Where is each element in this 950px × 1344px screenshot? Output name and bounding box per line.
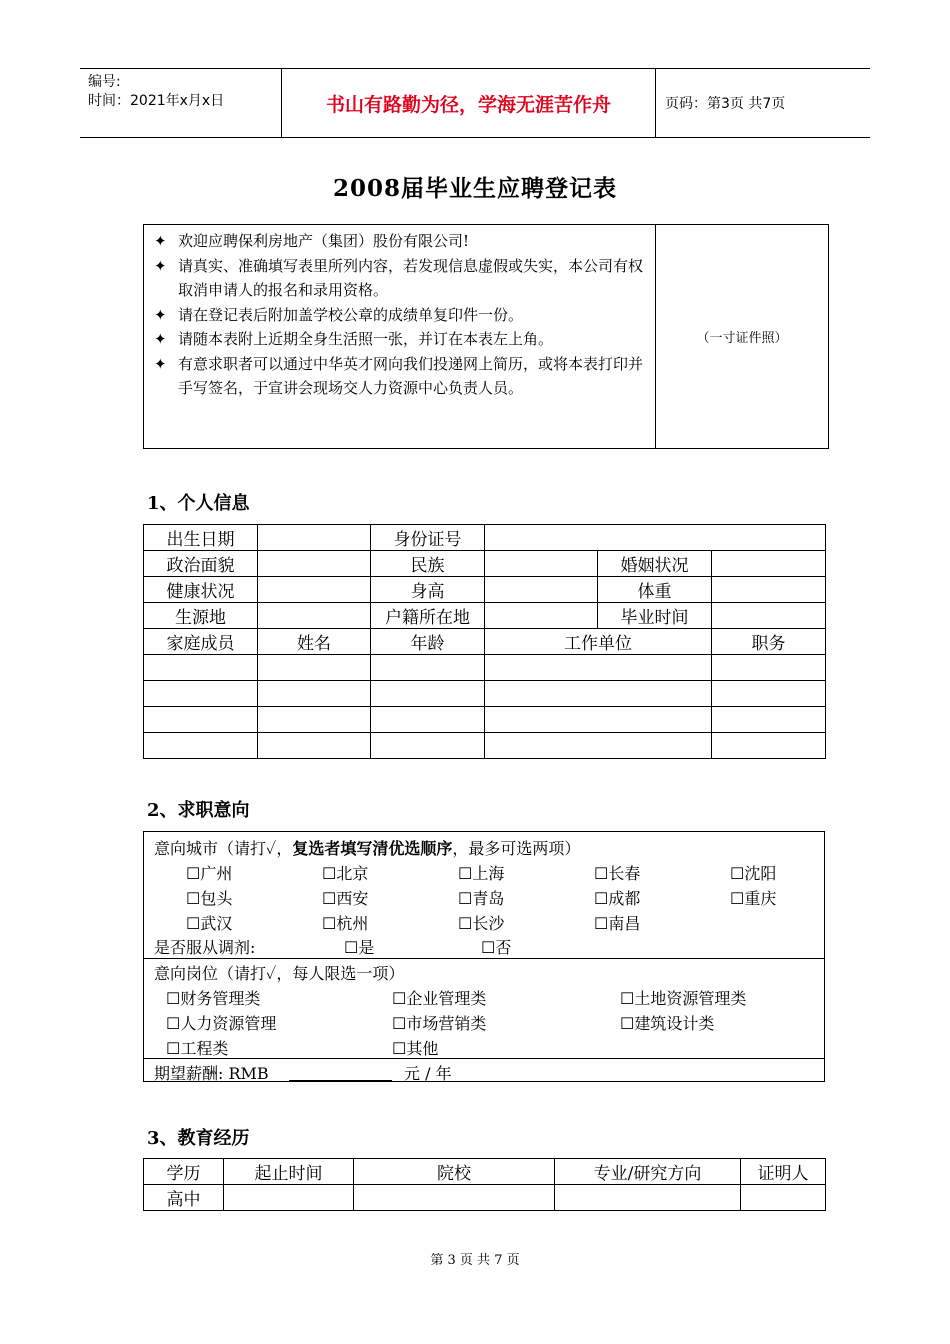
field-id-number[interactable] [485,525,826,551]
checkbox-icon: ☐ [186,864,201,883]
checkbox-icon: ☐ [730,889,745,908]
checkbox-icon: ☐ [322,889,337,908]
checkbox-icon: ☐ [458,864,473,883]
checkbox-icon: ☐ [458,889,473,908]
notice-item [154,254,649,303]
field-health[interactable] [258,577,371,603]
notice-item [154,327,649,352]
family-cell[interactable] [712,707,826,733]
checkbox-icon: ☐ [594,864,609,883]
city-label: 武汉 [200,914,233,933]
city-label: 长春 [608,864,641,883]
document-title: 2008届毕业生应聘登记表 [332,175,617,202]
family-header-name: 姓名 [258,629,371,655]
position-checkbox[interactable] [166,1011,276,1034]
checkbox-icon: ☐ [166,989,181,1008]
label-height: 身高 [371,577,485,603]
checkbox-icon: ☐ [166,1039,181,1058]
checkbox-icon: ☐ [166,1014,181,1033]
position-prompt: 意向岗位（请打✓，每人限选一项） [154,964,405,983]
divider [144,1058,824,1059]
city-label: 包头 [200,889,233,908]
adjust-yes-checkbox[interactable] [344,935,374,958]
city-label: 杭州 [336,914,369,933]
job-intent-box [143,831,825,1082]
family-cell[interactable] [371,733,485,759]
label-hukou: 户籍所在地 [371,603,485,629]
edu-degree-highschool: 高中 [144,1185,224,1211]
city-checkbox[interactable] [458,861,504,884]
label-ethnicity: 民族 [371,551,485,577]
city-label: 上海 [472,864,505,883]
section-education-title: 3、教育经历 [147,1128,250,1149]
city-label: 广州 [200,864,233,883]
label-marital-status: 婚姻状况 [598,551,712,577]
family-cell[interactable] [371,707,485,733]
label-weight: 体重 [598,577,712,603]
field-graduation-time[interactable] [712,603,826,629]
label-graduation-time: 毕业时间 [598,603,712,629]
salary-input[interactable] [289,1061,392,1081]
city-checkbox[interactable] [594,886,640,909]
city-label: 北京 [336,864,369,883]
label-birth-date: 出生日期 [144,525,258,551]
header-page-info: 页码：第3页 共7页 [665,96,786,112]
family-row [144,681,826,707]
family-row [144,733,826,759]
position-checkbox[interactable] [620,1011,714,1034]
field-political-status[interactable] [258,551,371,577]
bullet-star-icon: ✦ [154,232,167,250]
city-checkbox[interactable] [594,911,640,934]
section-job-intent-title: 2、求职意向 [147,800,250,821]
checkbox-icon: ☐ [344,938,359,957]
family-cell[interactable] [485,733,712,759]
adjust-no-checkbox[interactable] [481,935,511,958]
city-checkbox[interactable] [730,861,776,884]
checkbox-icon: ☐ [481,938,496,957]
family-cell[interactable] [371,681,485,707]
family-cell[interactable] [712,733,826,759]
city-label: 沈阳 [744,864,777,883]
edu-cell[interactable] [224,1185,354,1211]
field-height[interactable] [485,577,598,603]
city-checkbox[interactable] [730,886,776,909]
checkbox-icon: ☐ [392,1039,407,1058]
bullet-star-icon: ✦ [154,256,167,275]
checkbox-icon: ☐ [186,914,201,933]
position-checkbox[interactable] [166,986,260,1009]
family-cell[interactable] [485,681,712,707]
serial-label: 编号: [88,74,121,90]
field-weight[interactable] [712,577,826,603]
family-row [144,655,826,681]
position-label: 工程类 [180,1039,229,1058]
position-label: 财务管理类 [180,989,261,1008]
position-checkbox[interactable] [166,1036,228,1059]
city-prompt [154,836,580,859]
adjust-yes-label: 是 [358,938,375,957]
education-row [144,1185,826,1211]
city-checkbox[interactable] [594,861,640,884]
position-checkbox[interactable] [392,1036,438,1059]
photo-placeholder: （一寸证件照） [696,331,788,346]
family-header-employer: 工作单位 [485,629,712,655]
header-motto: 书山有路勤为径，学海无涯苦作舟 [282,69,656,137]
city-checkbox[interactable] [322,861,368,884]
checkbox-icon: ☐ [594,889,609,908]
city-label: 青岛 [472,889,505,908]
family-cell[interactable] [712,655,826,681]
city-label: 成都 [608,889,641,908]
edu-cell[interactable] [354,1185,555,1211]
label-origin: 生源地 [144,603,258,629]
notice-text: 请随本表附上近期全身生活照一张，并订在本表左上角。 [178,330,554,348]
family-cell[interactable] [712,681,826,707]
position-checkbox[interactable] [392,1011,486,1034]
time-label: 时间：2021年x月x日 [88,93,225,109]
city-label: 重庆 [744,889,777,908]
salary-unit: 元 / 年 [404,1064,452,1083]
family-cell[interactable] [485,655,712,681]
personal-info-table [143,524,826,759]
position-label: 人力资源管理 [180,1014,277,1033]
city-checkbox[interactable] [186,911,232,934]
notice-box [143,224,829,449]
adjust-no-label: 否 [495,938,512,957]
checkbox-icon: ☐ [322,914,337,933]
family-cell[interactable] [258,733,371,759]
position-label: 企业管理类 [406,989,487,1008]
field-origin[interactable] [258,603,371,629]
field-marital-status[interactable] [712,551,826,577]
city-checkbox[interactable] [186,886,232,909]
field-birth-date[interactable] [258,525,371,551]
notice-text: 请真实、准确填写表里所列内容，若发现信息虚假或失实，本公司有权取消申请人的报名和录用资格。 [178,256,644,299]
position-checkbox[interactable] [620,986,746,1009]
label-health: 健康状况 [144,577,258,603]
divider [144,958,824,959]
city-prompt-c: ，最多可选两项） [452,839,581,858]
edu-header-school: 院校 [354,1159,555,1185]
page-footer: 第 3 页 共 7 页 [430,1253,520,1268]
label-political-status: 政治面貌 [144,551,258,577]
notice-text: 有意求职者可以通过中华英才网向我们投递网上简历，或将本表打印并手写签名，于宣讲会现场交人力资源中心负责人员。 [178,354,644,397]
family-cell[interactable] [258,681,371,707]
bullet-star-icon: ✦ [154,305,167,324]
checkbox-icon: ☐ [620,989,635,1008]
city-prompt-bold: 复选者填写清优选顺序 [292,839,453,858]
header-meta [80,69,282,137]
position-checkbox[interactable] [392,986,486,1009]
checkbox-icon: ☐ [392,1014,407,1033]
notice-item [154,303,649,328]
adjust-label: 是否服从调剂: [154,938,256,957]
notice-text: 欢迎应聘保利房地产（集团）股份有限公司! [178,232,470,250]
family-header-age: 年龄 [371,629,485,655]
bullet-star-icon: ✦ [154,354,167,373]
field-hukou[interactable] [485,603,598,629]
family-header-member: 家庭成员 [144,629,258,655]
bullet-star-icon: ✦ [154,330,167,348]
city-checkbox[interactable] [458,886,504,909]
notice-text: 请在登记表后附加盖学校公章的成绩单复印件一份。 [178,305,524,324]
family-cell[interactable] [258,655,371,681]
checkbox-icon: ☐ [594,914,609,933]
city-label: 西安 [336,889,369,908]
family-header-position: 职务 [712,629,826,655]
family-cell[interactable] [144,655,258,681]
field-ethnicity[interactable] [485,551,598,577]
city-label: 长沙 [472,914,505,933]
family-cell[interactable] [258,707,371,733]
city-label: 南昌 [608,914,641,933]
checkbox-icon: ☐ [730,864,745,883]
city-checkbox[interactable] [186,861,232,884]
notice-item [154,352,649,401]
edu-header-major: 专业/研究方向 [555,1159,741,1185]
edu-cell[interactable] [741,1185,826,1211]
section-personal-info-title: 1、个人信息 [147,493,250,514]
family-cell[interactable] [144,681,258,707]
salary-label: 期望薪酬: RMB [154,1064,269,1083]
position-label: 市场营销类 [406,1014,487,1033]
city-checkbox[interactable] [458,911,504,934]
edu-header-reference: 证明人 [741,1159,826,1185]
city-prompt-a: 意向城市（请打✓， [154,839,293,858]
position-label: 建筑设计类 [634,1014,715,1033]
family-cell[interactable] [371,655,485,681]
city-checkbox[interactable] [322,886,368,909]
checkbox-icon: ☐ [322,864,337,883]
page-header [80,68,870,138]
checkbox-icon: ☐ [186,889,201,908]
education-table [143,1158,826,1211]
position-label: 其他 [406,1039,439,1058]
edu-cell[interactable] [555,1185,741,1211]
edu-header-degree: 学历 [144,1159,224,1185]
edu-header-period: 起止时间 [224,1159,354,1185]
label-id-number: 身份证号 [371,525,485,551]
notice-list [144,225,656,448]
family-row [144,707,826,733]
checkbox-icon: ☐ [620,1014,635,1033]
family-cell[interactable] [144,733,258,759]
family-cell[interactable] [485,707,712,733]
city-checkbox[interactable] [322,911,368,934]
position-label: 土地资源管理类 [634,989,747,1008]
checkbox-icon: ☐ [458,914,473,933]
notice-item [154,229,649,254]
family-cell[interactable] [144,707,258,733]
checkbox-icon: ☐ [392,989,407,1008]
